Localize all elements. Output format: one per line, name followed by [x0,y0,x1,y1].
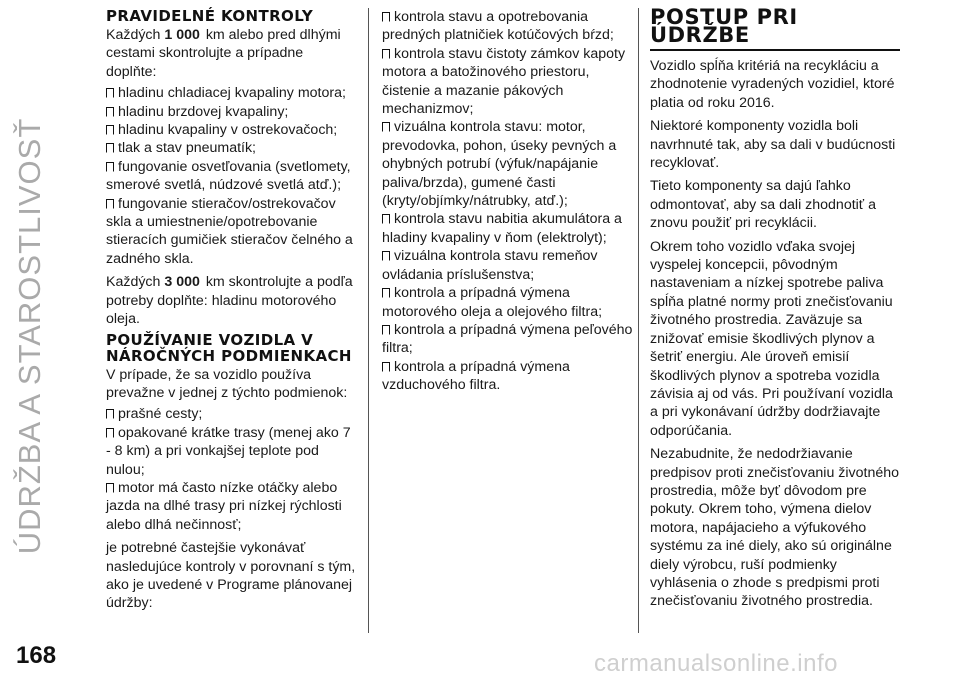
list-item [106,479,356,534]
paragraph: Niektoré komponenty vozidla boli navrhnuté tak, aby sa dali v budúcnosti recyklovať. [650,118,896,172]
list-item-text: kontrola a prípadná výmena vzduchového filtra. [382,358,570,394]
list-item [106,139,356,157]
checkbox-bullet-icon [106,162,114,172]
list-item-text: hladinu chladiacej kvapaliny motora; [118,85,346,102]
checkbox-bullet-icon [106,143,114,153]
column-2 [382,8,634,395]
paragraph: Vozidlo spĺňa kritériá na recykláciu a zhodnotenie vyradených vozidiel, ktoré platia od roku 2016. [650,58,895,111]
list-item-text: prašné cesty; [118,406,203,423]
checklist-1 [106,84,356,268]
list-item [106,103,356,121]
checklist-2 [106,405,356,534]
text-every: Každých [106,274,165,291]
column-divider-2 [638,8,639,633]
list-item [382,118,634,210]
watermark-text: carmanualsonline.info [594,650,838,677]
checkbox-bullet-icon [106,428,114,438]
paragraph: Okrem toho vozidlo vďaka svojej vyspelej koncepcii, pôvodným nastaveniam a nízkej spotrebe paliva spĺňa platné normy proti znečisťovaniu životného prostredia. Zaväzuje sa znižovať emisie škodlivých plynov a šetriť energiu. Ale úroveň emisií škodlivých plynov a spotreba vozidla závisia aj od vás. Pri používaní vozidla a pri vykonávaní údržby dodržiavajte odporúčania. [650,238,893,439]
text-p1-rest: km alebo pred dlhými cestami skontrolujte a prípadne doplňte: [106,27,341,80]
list-item-text: kontrola stavu čistoty zámkov kapoty motora a batožinového priestoru, čistenie a mazanie pákových mechanizmov; [382,45,626,118]
list-item [106,84,356,102]
heading-maintenance-procedure: POSTUP PRI ÚDRŽBE [650,8,900,51]
list-item [106,121,356,139]
list-item-text: opakované krátke trasy (menej ako 7 - 8 km) a pri vonkajšej teplote pod nulou; [106,424,351,478]
checkbox-bullet-icon [382,251,390,261]
text-every: Každých [106,27,165,43]
checkbox-bullet-icon [106,483,114,493]
column-divider-1 [368,8,369,633]
list-item-text: kontrola stavu nabitia akumulátora a hladiny kvapaliny v ňom (elektrolyt); [382,211,622,246]
list-item-text: kontrola a prípadná výmena peľového filtra; [382,321,633,357]
checkbox-bullet-icon [382,288,390,298]
checkbox-bullet-icon [382,214,390,224]
paragraph-conditions-intro: V prípade, že sa vozidlo používa prevažne v jednej z týchto podmienok: [106,366,348,401]
list-item [382,8,634,45]
list-item-text: motor má často nízke otáčky alebo jazda na dlhé trasy pri nízkej rýchlosti alebo dlhá nečinnosť; [106,479,342,533]
checkbox-bullet-icon [106,199,114,209]
page-number: 168 [16,642,57,669]
checkbox-bullet-icon [106,125,114,135]
column-3 [650,5,900,614]
list-item-text: tlak a stav pneumatík; [118,140,257,157]
paragraph-every-3000km [106,273,356,328]
checkbox-bullet-icon [106,107,114,117]
list-item [106,158,356,195]
list-item [106,405,356,423]
chapter-side-title-text: ÚDRŽBA A STAROSTLIVOSŤ [12,117,47,555]
checklist-3 [382,8,634,395]
list-item [382,247,634,284]
paragraph: Nezabudnite, že nedodržiavanie predpisov proti znečisťovaniu životného prostredia, môže byť dôvodom pre pokuty. Okrem toho, výmena dielov motora, napájacieho a výfukového systému za iné diely, ako sú originálne diely výrobcu, ruší podmienky vyhlásenia o zhode s predpismi proti znečisťovaniu životného prostredia. [650,446,900,610]
list-item [382,45,634,119]
list-item [382,210,634,247]
checkbox-bullet-icon [106,409,114,419]
list-item-text: kontrola stavu a opotrebovania predných platničiek kotúčových bŕzd; [382,9,614,44]
list-item [382,284,634,321]
checkbox-bullet-icon [382,362,390,372]
list-item-text: fungovanie osvetľovania (svetlomety, smerové svetlá, núdzové svetlá atď.); [106,158,351,194]
paragraph-more-frequent-checks: je potrebné častejšie vykonávať nasledujúce kontroly v porovnaní s tým, ako je uvedené v Programe plánovanej údržby: [106,540,356,612]
list-item-text: vizuálna kontrola stavu: motor, prevodovka, pohon, úseky pevných a ohybných potrubí (výfuk/napájanie paliva/brzda), gumené časti (kryty/objímky/nátrubky, atď.); [382,119,617,210]
checkbox-bullet-icon [382,122,390,132]
checkbox-bullet-icon [382,325,390,335]
km-value-3000: 3 000 [164,274,200,291]
paragraph-every-1000km [106,26,356,81]
text-p2-rest: km skontrolujte a podľa potreby doplňte: hladinu motorového oleja. [106,274,353,328]
heading-demanding-conditions: POUŽÍVANIE VOZIDLA V NÁROČNÝCH PODMIENKACH [106,330,352,365]
list-item-text: fungovanie stieračov/ostrekovačov skla a umiestnenie/opotrebovanie stieracích gumičiek stieračov čelného a zadného skla. [106,195,353,267]
list-item-text: hladinu kvapaliny v ostrekovačoch; [118,122,338,139]
list-item-text: hladinu brzdovej kvapaliny; [118,103,289,120]
checkbox-bullet-icon [106,88,114,98]
list-item [106,424,356,479]
paragraph: Tieto komponenty sa dajú ľahko odmontovať, aby sa dali zhodnotiť a znovu použiť pri recyklácii. [650,178,876,232]
column-1 [106,8,356,616]
list-item [106,195,356,269]
checkbox-bullet-icon [382,49,390,59]
km-value-1000: 1 000 [164,27,200,43]
list-item [382,358,634,395]
checkbox-bullet-icon [382,12,390,22]
list-item-text: vizuálna kontrola stavu remeňov ovládania príslušenstva; [382,248,598,283]
list-item [382,321,634,358]
heading-regular-checks: PRAVIDELNÉ KONTROLY [106,7,314,25]
list-item-text: kontrola a prípadná výmena motorového oleja a olejového filtra; [382,285,603,320]
